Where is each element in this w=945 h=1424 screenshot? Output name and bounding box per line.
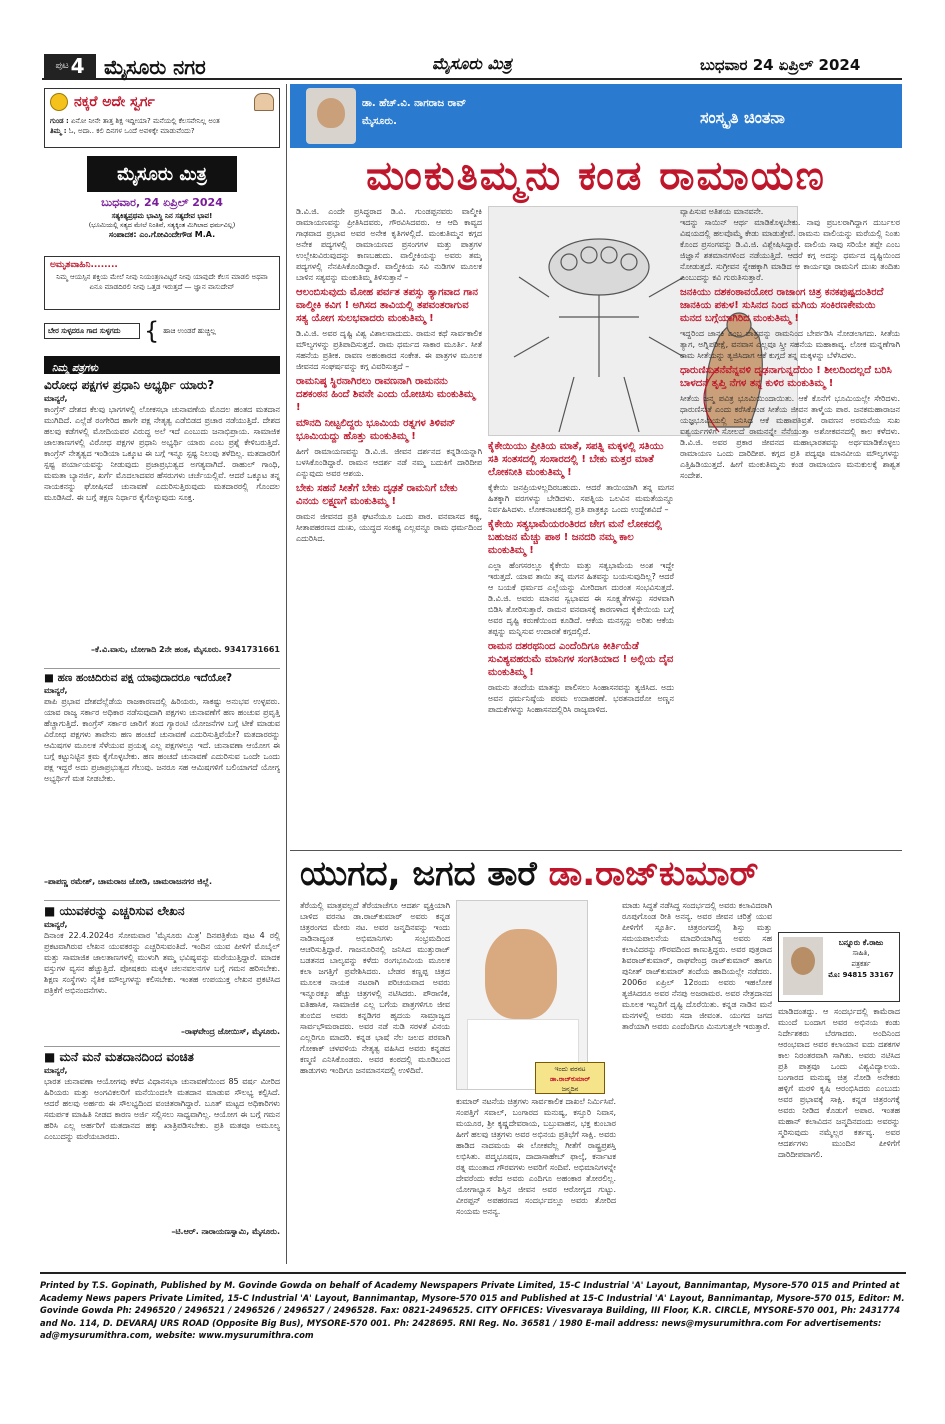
raj-author-name: ಬನ್ನೂರು ಕೆ.ರಾಜು [838,938,884,947]
editor-line: ಸಂಪಾದಕ: ಎಂ.ಗೋವಿಂದೇಗೌಡ M.A. [108,230,216,239]
page-number-badge [44,54,96,78]
raj-headline [300,854,900,894]
letter-4-salute: ಮಾನ್ಯರೆ, [44,1066,68,1075]
article-col-1 [296,206,482,846]
author-place: ಮೈಸೂರು. [362,116,397,127]
letter-1 [44,378,280,668]
edit-box [44,152,280,250]
author-photo-face [317,98,345,128]
col1-verse-1: ಆಲಂಬಿಸುವುದು ಮೋಹ ಪರ್ವತ ತಪಸ್ಸು ತ್ಯಾಗವಾದ ಗಾನ ವಾಲ್ಮೀಕಿ ಕವಿಗ ! ಅಗಿಸದ ತಾವಿಯಲ್ಲಿ ತಪವಂತರಾಗುವ ಸತ್ಯ ಯೋಗ ಸುಲಭವಾದರು ಮಂಕುತಿಮ್ಮ ! [296,287,478,324]
birthday-tag-line-2: ಡಾ.ರಾಜ್‌ಕುಮಾರ್ [549,1075,591,1083]
raj-col-4 [778,1006,900,1260]
joke-line-1: ಗುಂಡ : ಏನೋ ನೀನೇ ತಾತ್ತ ಶಿಕ್ಷ ಇದ್ದೀಯಾ? ಮನೆಯಲ್ಲಿ ಕೆಲಸವೇನಿಲ್ಲ ಅಂತ [50,117,220,125]
col1-verse-3: ಮೌನದಿ ನೀಟ್ಟಲಿದ್ದರು ಭೂಮಿಯ ರತ್ನಗಳ ತಿಳಿವನ್ ಭೂಮಿಯದ್ದು ಹೊತ್ತು ಮಂಕುತಿಮ್ಮ ! [296,418,456,442]
letter-3 [44,900,280,1046]
square-bullet-icon: ■ [44,904,60,918]
page-label: ಪುಟ [55,61,69,71]
laughing-man-icon [254,93,274,111]
col3-verse-1: ಜನಕಿಯು ದಶಕಂಠಾವಯೋರ ರಾಜಾಂಗ ಚಿತ್ರ ಕನಕಪುಷ್ಪದಂತಿರದೆ ಜಾನಕಿಯ ಪಕುಳ! ಸುಸಿನದ ನಿಂದ ಮಗಿಯ ಸಂಕಿರಣಕೇಮಯಿ ಮನದ ಬಗ್ಗೆಯಾಗಿರಿದ ಮಂಕುತಿಮ್ಮ ! [680,287,884,324]
raj-author-role-1: ಸಾಹಿತಿ, [852,949,870,957]
col1-verse-2: ರಾಮನಿಷ್ಠ ಸ್ಥಿರನಾಗಿರಲು ರಾವಣನಾಗಿ ರಾಮನನು ದಶಕಂಠನ ಹಿಂದೆ ಶಿವನೇ ಎಂದು ಯೋಚಿಸು ಮಂಕುತಿಮ್ಮ ! [296,376,475,413]
page-number: 4 [70,54,85,78]
amrutha-text: ನಿಮ್ಮ ಆಯಸ್ಸಿನ ಶಕ್ತಿಯ ಮೇಲೆ ನೀವು ನಿಯಂತ್ರಣವಿಟ್ಟರೆ ನೀವು ಯಾವುದೇ ಕೆಲಸ ಮಾಡಲಿ ಅಥವಾ ಏನೂ ಮಾಡದಿರಲಿ ನೀವು ಒತ್ತಡ ಇರುತ್ತದೆ — ಜ್ಞಾನ ವಾಸುದೇವ್ [56,273,268,291]
letter-3-body: ದಿನಾಂಕ 22.4.2024ರ ಸೋಮವಾರ 'ಮೈಸೂರು ಮಿತ್ರ' ದಿನಪತ್ರಿಕೆಯ ಪುಟ 4 ರಲ್ಲಿ ಪ್ರಕಟವಾಗಿರುವ ಲೇಖನ ಯುವಕರನ್ನು ಎಚ್ಚರಿಸುವಂತಿದೆ. ಇಂದಿನ ಯುವ ಪೀಳಿಗೆ ಮೊಬೈಲ್ ಮತ್ತು ಸಾಮಾಜಿಕ ಜಾಲತಾಣಗಳಲ್ಲಿ ಮುಳುಗಿ ತಮ್ಮ ಭವಿಷ್ಯವನ್ನು ಮರೆಯುತ್ತಿದ್ದಾರೆ. ಮಾದಕ ವಸ್ತುಗಳ ವ್ಯಸನ ಹೆಚ್ಚುತ್ತಿದೆ. ಪೋಷಕರು ಮಕ್ಕಳ ಚಲನವಲನಗಳ ಬಗ್ಗೆ ಗಮನ ಹರಿಸಬೇಕು. ಶಿಕ್ಷಣ ಸಂಸ್ಥೆಗಳು ನೈತಿಕ ಮೌಲ್ಯಗಳನ್ನು ಕಲಿಸಬೇಕು. ಇಂತಹ ಉಪಯುಕ್ತ ಲೇಖನ ಪ್ರಕಟಿಸಿದ ಪತ್ರಿಕೆಗೆ ಅಭಿನಂದನೆಗಳು. [44,931,280,995]
edit-motto-meaning: (ಭೂಮಿಯಲ್ಲಿ ಸತ್ಯದ ಮೇಲೆ ನಿಂತಿವೆ, ಸತ್ಯಕ್ಕಿಂತ ಮಿಗಿಲಾದ ಧರ್ಮವಿಲ್ಲ) [88,221,236,229]
col1-intro: ಡಿ.ವಿ.ಜಿ. ಎಂದೇ ಪ್ರಸಿದ್ಧರಾದ ಡಿ.ವಿ. ಗುಂಡಪ್ಪನವರು ವಾಲ್ಮೀಕಿ ರಾಮಾಯಣವನ್ನು ಪ್ರೀತಿಸಿದವರು, ಗೌರವಿಸಿದವರು. ಆ ಆದಿ ಕಾವ್ಯದ ಗಾಢವಾದ ಪ್ರಭಾವ ಅವರ ಅನೇಕ ಕೃತಿಗಳಲ್ಲಿದೆ. ಮಂಕುತಿಮ್ಮನ ಕಗ್ಗದ ಅನೇಕ ಪದ್ಯಗಳಲ್ಲಿ ರಾಮಾಯಣದ ಪ್ರಸಂಗಗಳ ಮತ್ತು ಪಾತ್ರಗಳ ಉಲ್ಲೇಖವಿರುವುದನ್ನು ಕಾಣಬಹುದು. ವಾಲ್ಮೀಕಿಯನ್ನು ಅವರು ತಮ್ಮ ಪದ್ಯಗಳಲ್ಲಿ ನೆನಪಿಸಿಕೊಂಡಿದ್ದಾರೆ. ವಾಲ್ಮೀಕಿಯ ಸವಿ ನುಡಿಗಳ ಮೂಲಕ ಬಾಳಿನ ಸತ್ಯವನ್ನು ಮಂಕುತಿಮ್ಮ ತಿಳಿಸುತ್ತಾನೆ – [296,207,482,282]
col2-verse-3: ರಾಮನ ದಶರಥನಿಂದ ಎಂದೆಂದಿಗೂ ಕೀರ್ತಿಯೆಡೆ ಸುವಿಶ್ಯವಹರುಮೆ ಮಾನಿಗಳ ಸಂಗತಿಯಾದ ! ಅಲ್ಲಿಯ ದೈವ ಮಂಕುತಿಮ್ಮ ! [488,641,674,678]
raj-col-2-text: ಕುಮಾರ್ ನಟನೆಯ ಚಿತ್ರಗಳು ಸಾರ್ವಕಾಲಿಕ ದಾಖಲೆ ನಿರ್ಮಿಸಿವೆ. ಸಂಪತ್ತಿಗೆ ಸವಾಲ್, ಬಂಗಾರದ ಮನುಷ್ಯ, ಕಸ್ತೂರಿ ನಿವಾಸ, ಮಯೂರ, ಶ್ರೀ ಕೃಷ್ಣದೇವರಾಯ, ಬಬ್ರುವಾಹನ, ಭಕ್ತ ಕುಂಬಾರ ಹೀಗೆ ಹಲವು ಚಿತ್ರಗಳು ಅವರ ಅಭಿನಯ ಪ್ರತಿಭೆಗೆ ಸಾಕ್ಷಿ. ಅವರು ಹಾಡಿದ ನಾದಮಯ ಈ ಲೋಕವೆಲ್ಲ ಗೀತೆಗೆ ರಾಷ್ಟ್ರಪ್ರಶಸ್ತಿ ಲಭಿಸಿತು. ಪದ್ಮಭೂಷಣ, ದಾದಾಸಾಹೇಬ್ ಫಾಲ್ಕೆ, ಕರ್ನಾಟಕ ರತ್ನ ಮುಂತಾದ ಗೌರವಗಳು ಅವರಿಗೆ ಸಂದಿವೆ. ಅಭಿಮಾನಿಗಳನ್ನೇ ದೇವರೆಂದು ಕರೆದ ಅವರು ಎಂದಿಗೂ ಅಹಂಕಾರ ತೋರಲಿಲ್ಲ. ಯೋಗಾಭ್ಯಾಸ ಶಿಸ್ತಿನ ಜೀವನ ಅವರ ಆರೋಗ್ಯದ ಗುಟ್ಟು. ವೀರಪ್ಪನ್ ಅಪಹರಣದ ಸಂದರ್ಭದಲ್ಲೂ ಅವರು ತೋರಿದ ಸಂಯಮ ಅನನ್ಯ. [456,1097,616,1216]
letter-1-sign: –ಕೆ.ವಿ.ವಾಸು, ಬೋಗಾದಿ 2ನೇ ಹಂತ, ಮೈಸೂರು. 9341731661 [91,645,280,654]
raj-col-1-text: ತೆರೆಯಲ್ಲಿ ಮಾತ್ರವಲ್ಲದೆ ತೆರೆಯಾಚೆಗೂ ಆದರ್ಶ ವ್ಯಕ್ತಿಯಾಗಿ ಬಾಳಿದ ವರನಟ ಡಾ.ರಾಜ್‌ಕುಮಾರ್ ಅವರು ಕನ್ನಡ ಚಿತ್ರರಂಗದ ಮೇರು ನಟ. ಅವರ ಜನ್ಮದಿನವನ್ನು ಇಂದು ನಾಡಿನಾದ್ಯಂತ ಅಭಿಮಾನಿಗಳು ಸಂಭ್ರಮದಿಂದ ಆಚರಿಸುತ್ತಿದ್ದಾರೆ. ಗಾಜನೂರಿನಲ್ಲಿ ಜನಿಸಿದ ಮುತ್ತುರಾಜ್ ಬಡತನದ ಬಾಲ್ಯವನ್ನು ಕಳೆದು ರಂಗಭೂಮಿಯ ಮೂಲಕ ಕಲಾ ಜಗತ್ತಿಗೆ ಪ್ರವೇಶಿಸಿದರು. ಬೇಡರ ಕಣ್ಣಪ್ಪ ಚಿತ್ರದ ಮೂಲಕ ನಾಯಕ ನಟರಾಗಿ ಪರಿಚಯವಾದ ಅವರು ಇನ್ನೂರಕ್ಕೂ ಹೆಚ್ಚು ಚಿತ್ರಗಳಲ್ಲಿ ನಟಿಸಿದರು. ಪೌರಾಣಿಕ, ಐತಿಹಾಸಿಕ, ಸಾಮಾಜಿಕ ಎಲ್ಲ ಬಗೆಯ ಪಾತ್ರಗಳಿಗೂ ಜೀವ ತುಂಬಿದ ಅವರು ಕನ್ನಡಿಗರ ಹೃದಯ ಸಾಮ್ರಾಜ್ಯದ ಸಾರ್ವಭೌಮರಾದರು. ಅವರ ನಡೆ ನುಡಿ ಸರಳತೆ ವಿನಯ ಎಲ್ಲರಿಗೂ ಮಾದರಿ. ಕನ್ನಡ ಭಾಷೆ ನೆಲ ಜಲದ ಪರವಾಗಿ ಗೋಕಾಕ್ ಚಳವಳಿಯ ನೇತೃತ್ವ ವಹಿಸಿದ ಅವರು ಕನ್ನಡದ ಕಣ್ಮಣಿ ಎನಿಸಿಕೊಂಡರು. ಅವರ ಕಂಠದಲ್ಲಿ ಮೂಡಿಬಂದ ಹಾಡುಗಳು ಇಂದಿಗೂ ಜನಮಾನಸದಲ್ಲಿ ಉಳಿದಿವೆ. [300,901,450,1075]
letter-2 [44,668,280,900]
col3-verse-2: ಧಾರುಣಿಸುತನೆವೆನ್ನವಳಿ ದೃಢನಾಗುನ್ನದೆರುಂ ! ಶೀಲದಿಂದಲ್ಲದೆ ಬರಿಸಿ ಬಾಳದನೆ ತೃಪ್ತಿ ನೆಗಳ ತನ್ನ ಕುಳಿರ ಮಂಕುತಿಮ್ಮ ! [680,365,892,389]
edit-motto: ಸತ್ಯಕಿತ್ಯಪ್ರಥಮ ಭಾವಿಸ್ಥಿ ನಿನ ಸತ್ಯದೇವ ಭಾವ! [111,212,213,220]
letter-4-sign: –ಟಿ.ಆರ್. ನಾರಾಯಣಸ್ವಾಮಿ, ಮೈಸೂರು. [171,1227,280,1236]
square-bullet-icon: ■ [44,1050,60,1064]
masthead-date: ಬುಧವಾರ 24 ಏಪ್ರಿಲ್ 2024 [700,56,861,74]
col1-tail: ಹೀಗೆ ರಾಮಾಯಣವನ್ನು ಡಿ.ವಿ.ಜಿ. ಜೀವನ ದರ್ಶನದ ಕನ್ನಡಿಯನ್ನಾಗಿ ಬಳಸಿಕೊಂಡಿದ್ದಾರೆ. ರಾಮನ ಆದರ್ಶ ನಡೆ ನಮ್ಮ ಬದುಕಿಗೆ ದಾರಿದೀಪ ಎನ್ನುವುದು ಅವರ ಆಶಯ. [296,447,482,478]
letter-4-body: ಭಾರತ ಚುನಾವಣಾ ಆಯೋಗವು ಕಳೆದ ವಿಧಾನಸಭಾ ಚುನಾವಣೆಯಿಂದ 85 ವರ್ಷ ಮೀರಿದ ಹಿರಿಯರು ಮತ್ತು ಅಂಗವಿಕಲರಿಗೆ ಮನೆಯಿಂದಲೇ ಮತದಾನ ಮಾಡುವ ಸೌಲಭ್ಯ ಕಲ್ಪಿಸಿದೆ. ಆದರೆ ಹಲವು ಅರ್ಹರು ಈ ಸೌಲಭ್ಯದಿಂದ ವಂಚಿತರಾಗಿದ್ದಾರೆ. ಬೂತ್ ಮಟ್ಟದ ಅಧಿಕಾರಿಗಳು ಸಮರ್ಪಕ ಮಾಹಿತಿ ನೀಡದ ಕಾರಣ ಅರ್ಜಿ ಸಲ್ಲಿಸಲು ಸಾಧ್ಯವಾಗಿಲ್ಲ. ಆಯೋಗ ಈ ಬಗ್ಗೆ ಗಮನ ಹರಿಸಿ ಎಲ್ಲ ಅರ್ಹರಿಗೆ ಮತದಾನದ ಹಕ್ಕು ಖಾತ್ರಿಪಡಿಸಬೇಕು. ಪ್ರತಿ ಮತವೂ ಅಮೂಲ್ಯ ಎಂಬುದನ್ನು ಮರೆಯಬಾರದು. [44,1077,280,1141]
col3-body-3: ಸೀತೆಯ ಜನ್ಮ ಪವಿತ್ರ ಭೂಮಿಯಿಂದಾಯಿತು. ಆಕೆ ಕೊನೆಗೆ ಭೂಮಿಯಲ್ಲೇ ಸೇರಿದಳು. ಧಾರುಣಿಸುತೆ ಎಂದು ಕರೆಸಿಕೊಂಡ ಸೀತೆಯ ಜೀವನ ತಾಳ್ಮೆಯ ಪಾಠ. ಜನಕಮಹಾರಾಜನ ಯಜ್ಞಭೂಮಿಯಲ್ಲಿ ಜನಿಸಿದ ಆಕೆ ಮಹಾಪತಿವ್ರತೆ. ರಾವಣನ ಅರಮನೆಯ ಸುಖ ಐಶ್ವರ್ಯಗಳಿಗೆ ಸೋಲದೆ ರಾಮನನ್ನೇ ನೆನೆಯುತ್ತಾ ಅಶೋಕವನದಲ್ಲಿ ಕಾಲ ಕಳೆದಳು. ಡಿ.ವಿ.ಜಿ. ಅವರ ಪ್ರಕಾರ ಜೀವನದ ಮಹಾಭಾರತವನ್ನು ಅರ್ಥಮಾಡಿಕೊಳ್ಳಲು ರಾಮಾಯಣ ಒಂದು ದಾರಿದೀಪ. ಕಗ್ಗದ ಪ್ರತಿ ಪದ್ಯವೂ ಮಾನವೀಯ ಮೌಲ್ಯಗಳನ್ನು ಎತ್ತಿಹಿಡಿಯುತ್ತದೆ. ಹೀಗೆ ಮಂಕುತಿಮ್ಮನು ಕಂಡ ರಾಮಾಯಣ ಮನುಕುಲಕ್ಕೆ ಶಾಶ್ವತ ಸಂದೇಶ. [680,394,900,480]
paper-logo-box [87,156,237,192]
letter-2-title: ■ ಹಣ ಹಂಚಿದಿರುವ ಪಕ್ಷ ಯಾವುದಾದರೂ ಇದೆಯೋ? [44,672,233,684]
readers-header [44,356,280,374]
proverb-right: ಹಾಚಿ ಉಂಡರೆ ಹುಚ್ಚಿಲ್ಲ [163,326,216,335]
amrutha-box [44,256,280,310]
proverb-bracket: { [144,317,160,345]
letter-1-body: ಕಾಂಗ್ರೆಸ್ ದೇಶದ ಕೆಲವು ಭಾಗಗಳಲ್ಲಿ ಲೋಕಸಭಾ ಚುನಾವಣೆಯ ಮೊದಲ ಹಂತದ ಮತದಾನ ಮುಗಿದಿದೆ. ಎಲ್ಲೆಡೆ ರಂಗೇರಿದ ಹಾಗೇ ಪಕ್ಷ ನೇತೃತ್ವ ಎಡೆಬಿಡದ ಪ್ರಚಾರ ನಡೆಯುತ್ತಿದೆ. ದೇಶದ ಹಲವು ಕಡೆಗಳಲ್ಲಿ ಮೋದಿಯವರ ವಿರುದ್ಧ ಅಲೆ ಇದೆ ಎಂಬುದು ಜನಾಭಿಪ್ರಾಯ. ಸಾಮಾಜಿಕ ಜಾಲತಾಣಗಳಲ್ಲಿ ವಿರೋಧ ಪಕ್ಷಗಳ ಪ್ರಧಾನಿ ಅಭ್ಯರ್ಥಿ ಯಾರು ಎಂಬ ಪ್ರಶ್ನೆ ಕೇಳಿಬರುತ್ತಿದೆ. ಕಾಂಗ್ರೆಸ್ ನೇತೃತ್ವದ ಇಂಡಿಯಾ ಒಕ್ಕೂಟ ಈ ಬಗ್ಗೆ ಇನ್ನೂ ಸ್ಪಷ್ಟ ನಿಲುವು ತಳೆದಿಲ್ಲ. ಮತದಾರರಿಗೆ ಸ್ಪಷ್ಟ ಪರ್ಯಾಯವನ್ನು ನೀಡುವುದು ಪ್ರಜಾಪ್ರಭುತ್ವದ ಅಗತ್ಯವಾಗಿದೆ. ರಾಹುಲ್ ಗಾಂಧಿ, ಮಮತಾ ಬ್ಯಾನರ್ಜಿ, ಖರ್ಗೆ ಮೊದಲಾದವರ ಹೆಸರುಗಳು ಚರ್ಚೆಯಲ್ಲಿವೆ. ಆದರೆ ಒಕ್ಕೂಟ ತನ್ನ ನಾಯಕನನ್ನು ಘೋಷಿಸದೆ ಚುನಾವಣೆ ಎದುರಿಸುತ್ತಿರುವುದು ಮತದಾರರಲ್ಲಿ ಗೊಂದಲ ಮೂಡಿಸಿದೆ. ಈ ಬಗ್ಗೆ ತಕ್ಷಣ ನಿರ್ಧಾರ ಕೈಗೊಳ್ಳುವುದು ಸೂಕ್ತ. [44,405,280,502]
raj-author-phone: ಮೊ: 94815 33167 [828,971,894,979]
letter-2-body: ಪಾಪಿ ಪ್ರಭಾವ ದೇಶದೆಲ್ಲೆಡೆಯ ರಾಜಕಾರಣದಲ್ಲಿ ಹಿರಿಯರು, ಸಾಕಷ್ಟು ಅನುಭವ ಉಳ್ಳವರು. ಯಾವ ರಾಜ್ಯ ಸರ್ಕಾರ ಅಧಿಕಾರ ನಡೆಸುವುದಾಗಿ ಪಕ್ಷಗಳು ಚುನಾವಣೆಗೆ ಹಣ ಹಂಚುವ ಪ್ರವೃತ್ತಿ ಹೆಚ್ಚಾಗುತ್ತಿದೆ. ಕಾಂಗ್ರೆಸ್ ಸರ್ಕಾರ ಜಾರಿಗೆ ತಂದ ಗ್ಯಾರಂಟಿ ಯೋಜನೆಗಳ ಬಗ್ಗೆ ಟೀಕೆ ಮಾಡುವ ವಿರೋಧ ಪಕ್ಷಗಳು ತಾವೇನು ಹಣ ಹಂಚದೆ ಚುನಾವಣೆ ಎದುರಿಸುತ್ತಿವೆಯೇ? ಮತದಾರರನ್ನು ಆಮಿಷಗಳ ಮೂಲಕ ಸೆಳೆಯುವ ಪ್ರಯತ್ನ ಎಲ್ಲ ಪಕ್ಷಗಳಲ್ಲೂ ಇದೆ. ಚುನಾವಣಾ ಆಯೋಗ ಈ ಬಗ್ಗೆ ಕಟ್ಟುನಿಟ್ಟಿನ ಕ್ರಮ ಕೈಗೊಳ್ಳಬೇಕು. ಹಣ ಹಂಚದೆ ಚುನಾವಣೆ ಎದುರಿಸುವ ಒಂದೇ ಒಂದು ಪಕ್ಷ ಇದ್ದರೆ ಅದು ಪ್ರಜಾಪ್ರಭುತ್ವದ ಗೆಲುವು. ಜನರೂ ಸಹ ಆಮಿಷಗಳಿಗೆ ಬಲಿಯಾಗದೆ ಯೋಗ್ಯ ಅಭ್ಯರ್ಥಿಗೆ ಮತ ನೀಡಬೇಕು. [44,697,280,783]
col1-verse-4: ಬೇಕು ಸಹನೆ ಸೀತೆಗೆ ಬೇಕು ದೃಢತೆ ರಾಮನಿಗೆ ಬೇಕು ವಿನಯ ಲಕ್ಷ್ಮಣಗೆ ಮಂಕುತಿಮ್ಮ ! [296,483,458,507]
rajkumar-photo-face [485,929,557,1019]
col2-body-1: ಕೈಕೇಯಿ ಜನಪ್ರಿಯಳಲ್ಲದಿರಬಹುದು. ಆದರೆ ತಾಯಿಯಾಗಿ ತನ್ನ ಮಗನ ಹಿತಕ್ಕಾಗಿ ವರಗಳನ್ನು ಬೇಡಿದಳು. ಸಪತ್ನಿಯ ಒಲವಿನ ಮಮತೆಯನ್ನೂ ನಿರ್ವಹಿಸಿದಳು. ಲೋಕನಾಟಕದಲ್ಲಿ ಪ್ರತಿ ಪಾತ್ರಕ್ಕೂ ಒಂದು ಉದ್ದೇಶವಿದೆ – [488,483,674,514]
birthday-tag [535,1062,605,1094]
letter-4 [44,1046,280,1246]
col2-verse-2: ಕೈಕೇಯಿ ಸತ್ಯಭಾಮೆಯರಂತಿರದ ಜೇಗ ಮನೆ ಲೋಕದಲ್ಲಿ ಬಹುಜನ ಮೆಚ್ಚು ಪಾಠ ! ಜನದರಿ ನಮ್ಮ ಕಾಲ ಮಂಕುತಿಮ್ಮ ! [488,519,662,556]
raj-col-3-text: ಮಾಡು ಸಿದ್ಧತೆ ನಡೆಸಿದ್ದ ಸಂದರ್ಭದಲ್ಲಿ ಅವರು ಕಲಾವಿದರಾಗಿ ರೂಪುಗೊಂಡ ರೀತಿ ಅನನ್ಯ. ಅವರ ಜೀವನ ಚರಿತ್ರೆ ಯುವ ಪೀಳಿಗೆಗೆ ಸ್ಫೂರ್ತಿ. ಚಿತ್ರರಂಗದಲ್ಲಿ ಶಿಸ್ತು ಮತ್ತು ಸಮಯಪಾಲನೆಯ ಮಾದರಿಯಾಗಿದ್ದ ಅವರು ಸಹ ಕಲಾವಿದರನ್ನು ಗೌರವದಿಂದ ಕಾಣುತ್ತಿದ್ದರು. ಅವರ ಪುತ್ರರಾದ ಶಿವರಾಜ್‌ಕುಮಾರ್, ರಾಘವೇಂದ್ರ ರಾಜ್‌ಕುಮಾರ್ ಹಾಗೂ ಪುನೀತ್ ರಾಜ್‌ಕುಮಾರ್ ತಂದೆಯ ಹಾದಿಯಲ್ಲೇ ನಡೆದರು. 2006ರ ಏಪ್ರಿಲ್ 12ರಂದು ಅವರು ಇಹಲೋಕ ತ್ಯಜಿಸಿದರೂ ಅವರ ನೆನಪು ಅಜರಾಮರ. ಅವರ ನೇತ್ರದಾನದ ಮೂಲಕ ಇಬ್ಬರಿಗೆ ದೃಷ್ಟಿ ದೊರೆಯಿತು. ಕನ್ನಡ ನಾಡಿನ ಮನೆ ಮನಗಳಲ್ಲಿ ಅವರು ಸದಾ ಜೀವಂತ. ಯುಗದ ಜಗದ ತಾರೆಯಾಗಿ ಅವರು ಎಂದೆಂದಿಗೂ ಮಿನುಗುತ್ತಲೇ ಇರುತ್ತಾರೆ. [622,901,772,1031]
main-headline: ಮಂಕುತಿಮ್ಮನು ಕಂಡ ರಾಮಾಯಣ [366,153,826,199]
col1-end: ರಾಮನ ಜೀವನದ ಪ್ರತಿ ಘಟನೆಯೂ ಒಂದು ಪಾಠ. ವನವಾಸದ ಕಷ್ಟ, ಸೀತಾಪಹರಣದ ದುಃಖ, ಯುದ್ಧದ ಸಂಕಷ್ಟ ಎಲ್ಲವನ್ನೂ ರಾಮ ಧರ್ಮದಿಂದ ಎದುರಿಸಿದ. [296,512,482,543]
letter-3-salute: ಮಾನ್ಯರೆ, [44,920,68,929]
letter-3-title: ■ ಯುವಕರನ್ನು ಎಚ್ಚರಿಸುವ ಲೇಖನ [44,904,185,918]
raj-headline-part-1: ಯುಗದ, ಜಗದ ತಾರೆ [300,854,537,894]
masthead-logo: ಮೈಸೂರು ಮಿತ್ರ [432,54,512,73]
laughing-face-icon [50,93,68,111]
raj-author-box [778,932,900,1002]
letter-3-sign: –ರಾಘವೇಂದ್ರ ಜೋಯಿಸ್, ಮೈಸೂರು. [181,1027,280,1036]
raj-author-role-2: ಪತ್ರಕರ್ತ [851,960,871,968]
letter-2-sign: –ಪಾಪಣ್ಣ ರಮೇಶ್, ಚಾಮರಾಜ ಜೋಡಿ, ಚಾಮರಾಜನಗರ ಜಿಲ್ಲೆ. [44,877,213,886]
imprint-footer: Printed by T.S. Gopinath, Published by M. Govinde Gowda on behalf of Academy Newspapers Private Limited, 15-C Industrial 'A' Layout, Bannimantap, Mysore-570 015 and Printed at Academy News papers Private Limited, 15-C Industrial 'A' Layout, Bannimantap, Mysore-570 015 and Published at 15-C Industrial 'A' Layout, Bannimantap, Mysore-570 015, Editor: M. Govinde Gowda Ph: 2496520 / 2496521 / 2496526 / 2496527 / 2496528. Fax: 0821-2496525. CITY OFFICES: Vivesvaraya Building, III Floor, K.R. CIRCLE, MYSORE-570 001, Ph: 2431774 and No. 114, D. DEVARAJ URS ROAD (Opposite Big Bus), MYSORE-570 001. Ph: 2428695. RNI Reg. No. 36581 / 1980 E-mail address: news@mysurumithra.com For advertisements: ad@mysurumithra.com, website: www.mysurumithra.com [40,1272,906,1350]
birthday-tag-line-1: ಇಂದು ವರನಟ [554,1065,586,1073]
article-col-3 [680,206,900,846]
col3-body-2: ಇದ್ದರಿಂದ ಜಾನಕಿ ಎಂಬ ಪಾತ್ರವನ್ನು ರಾಮನಿಂದ ಬೇರ್ಪಡಿಸಿ ನೋಡಲಾಗದು. ಸೀತೆಯ ತ್ಯಾಗ, ಅಗ್ನಿಪರೀಕ್ಷೆ, ವನವಾಸ ಎಲ್ಲವೂ ಸ್ತ್ರೀ ಸಹನೆಯ ಮಹಾಕಾವ್ಯ. ಲೋಕ ಮನ್ನಣೆಗಾಗಿ ರಾಮ ಸೀತೆಯನ್ನು ತ್ಯಜಿಸಿದಾಗ ಆಕೆ ಕುಗ್ಗದೆ ತನ್ನ ಮಕ್ಕಳನ್ನು ಬೆಳೆಸಿದಳು. [680,329,900,360]
paper-logo-text: ಮೈಸೂರು ಮಿತ್ರ [117,163,207,185]
raj-col-2 [456,1096,616,1260]
column-name: ಸಂಸ್ಕೃತಿ ಚಿಂತನಾ [700,108,785,127]
section-name: ಮೈಸೂರು ನಗರ [104,55,206,79]
letters-column [44,378,280,1258]
raj-headline-part-2: ಡಾ.ರಾಜ್‌ಕುಮಾರ್ [548,854,759,894]
amrutha-title: ಅಮೃತವಾಹಿನಿ........ [50,260,118,270]
article-separator [290,850,902,851]
letter-2-salute: ಮಾನ್ಯರೆ, [44,686,68,695]
letter-4-title: ■ ಮನೆ ಮನೆ ಮತದಾನದಿಂದ ವಂಚಿತ [44,1050,194,1064]
edit-date: ಬುಧವಾರ, 24 ಏಪ್ರಿಲ್ 2024 [101,196,223,209]
joke-line-2: ತಿಮ್ಮ : ಓ, ಅದಾ.. ಕಲಿ ದಿನಗಳ ಒಂದೆ ಅವಳಿಕ್ಕೇ ಮಾಡುವೆಂದು? [50,127,195,135]
readers-header-title: ನಿಮ್ಮ ಪತ್ರಗಳು [52,363,99,374]
nakkare-title: ನಕ್ಕರೆ ಅದೇ ಸ್ವರ್ಗ [74,94,155,110]
col2-verse-1: ಕೈಕೇಯಿಯು ಪ್ರೀತಿಯ ಮಾತೆ, ಸಪತ್ನಿ ಮಕ್ಕಳಲ್ಲಿ ಸತಿಯು ಸತಿ ಸಂತಸದಲ್ಲಿ ಸಂಸಾರದಲ್ಲಿ ! ಬೇಕು ಮತ್ತರ ಮಾತೆ ಲೋಕನೀತಿ ಮಂಕುತಿಮ್ಮ ! [488,441,664,478]
letter-1-salute: ಮಾನ್ಯರೆ, [44,394,68,403]
raj-col-4-text: ಮಾಡಿದಂತದ್ದು. ಆ ಸಂದರ್ಭದಲ್ಲಿ ಕಾಮೆರಾದ ಮುಂದೆ ಬಂದಾಗ ಅವರ ಅಭಿನಯ ಕಂಡು ನಿರ್ದೇಶಕರು ಬೆರಗಾದರು. ಅಂದಿನಿಂದ ಆರಂಭವಾದ ಅವರ ಕಲಾಯಾನ ಐದು ದಶಕಗಳ ಕಾಲ ನಿರಂತರವಾಗಿ ಸಾಗಿತು. ಅವರು ನಟಿಸಿದ ಪ್ರತಿ ಪಾತ್ರವೂ ಒಂದು ವಿಶ್ವವಿದ್ಯಾಲಯ. ಬಂಗಾರದ ಮನುಷ್ಯ ಚಿತ್ರ ನೋಡಿ ಅನೇಕರು ಹಳ್ಳಿಗೆ ಮರಳಿ ಕೃಷಿ ಆರಂಭಿಸಿದರು ಎಂಬುದು ಅವರ ಪ್ರಭಾವಕ್ಕೆ ಸಾಕ್ಷಿ. ಕನ್ನಡ ಚಿತ್ರರಂಗಕ್ಕೆ ಅವರು ನೀಡಿದ ಕೊಡುಗೆ ಅಪಾರ. ಇಂತಹ ಮಹಾನ್ ಕಲಾವಿದನ ಜನ್ಮದಿನದಂದು ಅವರನ್ನು ಸ್ಮರಿಸುವುದು ನಮ್ಮೆಲ್ಲರ ಕರ್ತವ್ಯ. ಅವರ ಆದರ್ಶಗಳು ಮುಂದಿನ ಪೀಳಿಗೆಗೆ ದಾರಿದೀಪವಾಗಲಿ. [778,1007,900,1159]
column-divider [286,84,287,1264]
letter-1-title: ವಿರೋಧ ಪಕ್ಷಗಳ ಪ್ರಧಾನಿ ಅಭ್ಯರ್ಥಿ ಯಾರು? [44,378,215,392]
col2-body-3: ರಾಮನು ತಂದೆಯ ಮಾತನ್ನು ಪಾಲಿಸಲು ಸಿಂಹಾಸನವನ್ನು ತ್ಯಜಿಸಿದ. ಅದು ಅವನ ಧರ್ಮನಿಷ್ಠೆಯ ಪರಮ ಉದಾಹರಣೆ. ಭರತನಾದರೋ ಅಣ್ಣನ ಪಾದುಕೆಗಳನ್ನು ಸಿಂಹಾಸನದಲ್ಲಿರಿಸಿ ರಾಜ್ಯವಾಳಿದ. [488,683,674,714]
raj-author-face [791,947,815,975]
square-bullet-icon: ■ [44,672,58,684]
col3-body-1: ಇದನ್ನು ಸಾಯಿನ್ ಆರ್ಥ ಮಾಡಿಕೊಳ್ಳಬೇಕು. ನಾವು ಪ್ರಬಲರಾಗಿದ್ದಾಗ ದುರ್ಬಲರ ವಿಷಯದಲ್ಲಿ ಹಲವೊಮ್ಮೆ ಕೇಡು ಮಾಡುತ್ತೇವೆ. ರಾಮನು ವಾಲಿಯನ್ನು ಮರೆಯಲ್ಲಿ ನಿಂತು ಕೊಂದ ಪ್ರಸಂಗವನ್ನು ಡಿ.ವಿ.ಜಿ. ವಿಶ್ಲೇಷಿಸಿದ್ದಾರೆ. ವಾಲಿಯ ಸಾವು ಸರಿಯೇ ತಪ್ಪೇ ಎಂಬ ಜಿಜ್ಞಾಸೆ ಶತಮಾನಗಳಿಂದ ನಡೆಯುತ್ತಿದೆ. ಆದರೆ ಕಗ್ಗ ಅದನ್ನು ಧರ್ಮದ ದೃಷ್ಟಿಯಿಂದ ನೋಡುತ್ತದೆ. ಸುಗ್ರೀವನ ಸ್ನೇಹಕ್ಕಾಗಿ ಮಾಡಿದ ಆ ಕಾರ್ಯವೂ ರಾಮನಿಗೆ ದುಃಖ ತಂದಿತು ಎಂಬುದನ್ನು ಕವಿ ಗುರುತಿಸುತ್ತಾರೆ. [680,218,900,282]
col3-intro: ವ್ಯಾಪಿಸುವ ಅತಿಶಯ ಮಾನವನೇ. [680,207,764,216]
nakkare-box [44,88,280,148]
author-photo [306,88,356,144]
col1-mid: ಡಿ.ವಿ.ಜಿ. ಅವರ ದೃಷ್ಟಿ ವಿಶ್ವ ವಿಶಾಲವಾದುದು. ರಾಮನ ಕಥೆ ಸಾರ್ವಕಾಲಿಕ ಮೌಲ್ಯಗಳನ್ನು ಪ್ರತಿಪಾದಿಸುತ್ತದೆ. ರಾಮ ಧರ್ಮದ ಸಾಕಾರ ಮೂರ್ತಿ. ಸೀತೆ ಸಹನೆಯ ಪ್ರತೀಕ. ರಾವಣ ಅಹಂಕಾರದ ಸಂಕೇತ. ಈ ಪಾತ್ರಗಳ ಮೂಲಕ ಜೀವನದ ಸಂಘರ್ಷವನ್ನು ಕಗ್ಗ ವಿವರಿಸುತ್ತದೆ – [296,329,482,371]
raj-col-1 [300,900,450,1260]
birthday-tag-line-3: ಜನ್ಮದಿನ [561,1085,579,1093]
raj-col-3 [622,900,772,1260]
proverb-left: ಬೇರ ಸುಳ್ಳದರೂ ಗಾದ ಸುಳ್ಳಗದು [44,323,140,339]
article-col-2 [488,440,674,846]
raj-author-photo [783,937,823,995]
proverb-box [44,316,280,346]
col2-body-2: ಎಲ್ಲಾ ಹೆಂಗಸರಲ್ಲೂ ಕೈಕೇಯಿ ಮತ್ತು ಸತ್ಯಭಾಮೆಯ ಅಂಶ ಇದ್ದೇ ಇರುತ್ತದೆ. ಯಾವ ತಾಯಿ ತನ್ನ ಮಗನ ಹಿತವನ್ನು ಬಯಸುವುದಿಲ್ಲ? ಆದರೆ ಆ ಬಯಕೆ ಧರ್ಮದ ಎಲ್ಲೆಯನ್ನು ಮೀರಿದಾಗ ದುರಂತ ಸಂಭವಿಸುತ್ತದೆ. ಡಿ.ವಿ.ಜಿ. ಅವರು ಮಾನವ ಸ್ವಭಾವದ ಈ ಸೂಕ್ಷ್ಮತೆಗಳನ್ನು ಸರಳವಾಗಿ ಬಿಡಿಸಿ ತೋರಿಸುತ್ತಾರೆ. ರಾಮನ ವನವಾಸಕ್ಕೆ ಕಾರಣಳಾದ ಕೈಕೇಯಿಯ ಬಗ್ಗೆ ಅವರ ದೃಷ್ಟಿ ಕರುಣೆಯಿಂದ ಕೂಡಿದೆ. ಆಕೆಯ ಮನಸ್ಸನ್ನು ಅರಿತು ಆಕೆಯ ತಪ್ಪನ್ನು ಮನ್ನಿಸುವ ಉದಾರತೆ ಕಗ್ಗದಲ್ಲಿದೆ. [488,561,674,636]
author-name: ಡಾ. ಹೆಚ್.ವಿ. ನಾಗರಾಜ ರಾವ್ [362,98,467,109]
